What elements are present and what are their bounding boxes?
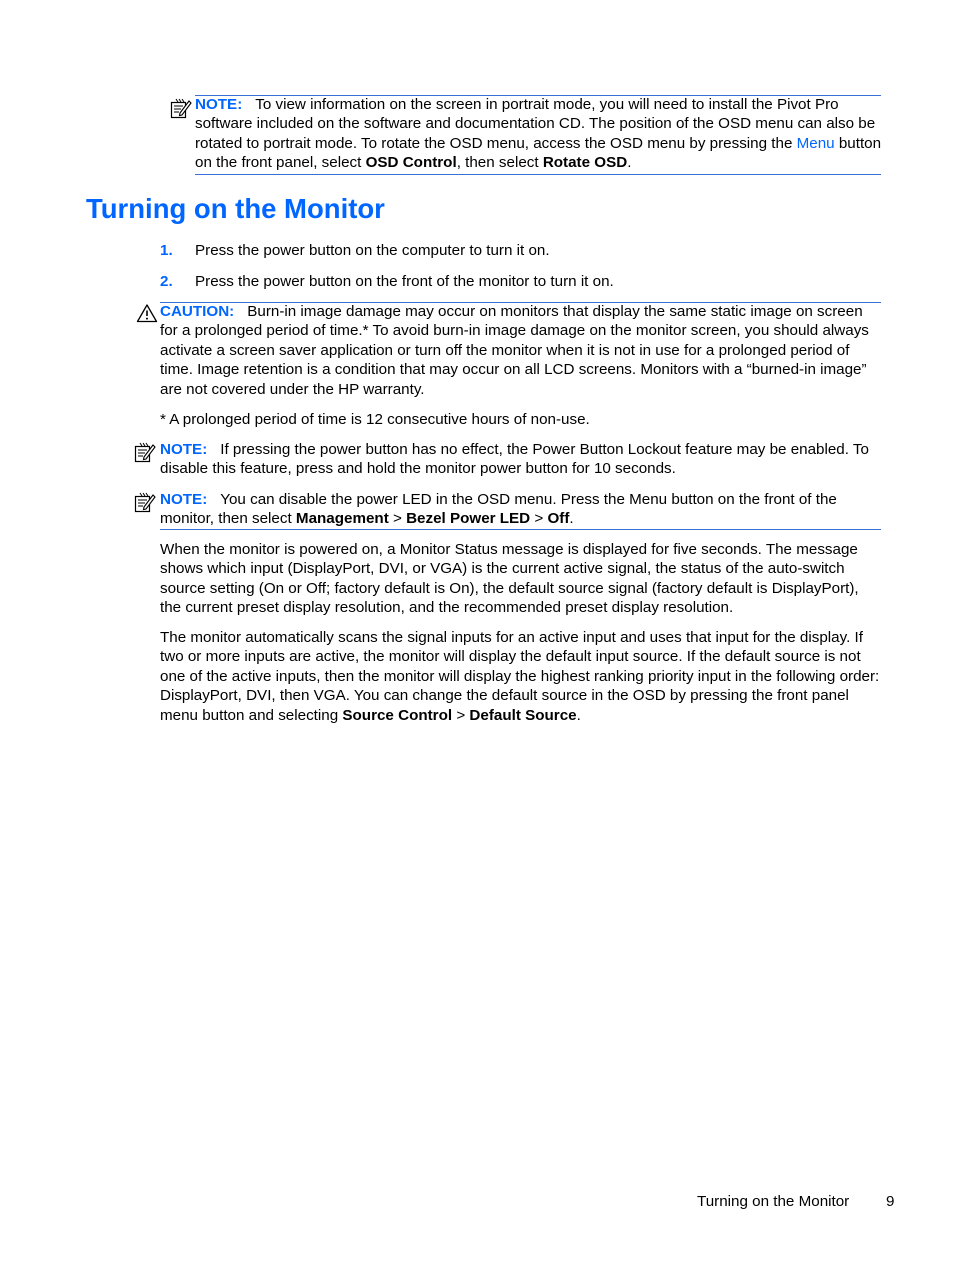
bezel-power-led-term: Bezel Power LED <box>406 510 531 528</box>
caution-text <box>160 302 882 399</box>
default-source-term: Default Source <box>469 706 577 724</box>
note-2-text <box>160 440 882 479</box>
note-3-text-a: You can disable the power LED in the OSD menu. Press the Menu button on the front of the monitor, then select <box>160 491 837 528</box>
off-term: Off <box>547 510 570 528</box>
note-3-bottom-rule <box>160 529 881 530</box>
para-2-text-b: . <box>576 706 581 724</box>
note-1-text-b: button on the front panel, select <box>195 134 882 172</box>
footer-title: Turning on the Monitor <box>697 1193 850 1210</box>
note-icon <box>170 97 192 126</box>
note-1-text-c: , then select <box>456 154 543 172</box>
note-3-text-b: . <box>569 510 574 528</box>
step-2-number: 2. <box>160 273 173 290</box>
note-1-label: NOTE: <box>195 96 243 113</box>
para-2-text-a: The monitor automatically scans the signal inputs for an active input and uses that input for the display. If two or more inputs are active, the monitor will display the default input source. If the default source is not one of the active inputs, then the monitor will display the highest ranking priority input in the following order: DisplayPort, DVI, then VGA. You can change the default source in the OSD by pressing the front panel menu button and selecting <box>160 629 880 724</box>
separator: > <box>530 510 548 528</box>
note-1-bottom-rule <box>195 174 881 175</box>
step-1-text: Press the power button on the computer to turn it on. <box>195 242 550 259</box>
menu-link[interactable]: Menu <box>796 134 835 152</box>
step-1-number: 1. <box>160 242 173 259</box>
step-2-text: Press the power button on the front of the monitor to turn it on. <box>195 273 614 290</box>
section-heading: Turning on the Monitor <box>86 193 385 224</box>
page-number: 9 <box>886 1193 895 1210</box>
note-icon <box>134 441 156 470</box>
caution-icon <box>136 303 158 328</box>
input-scan-paragraph <box>160 628 882 725</box>
note-3-label: NOTE: <box>160 491 208 508</box>
note-2-label: NOTE: <box>160 441 208 458</box>
footnote-text: * A prolonged period of time is 12 consecutive hours of non-use. <box>160 411 590 428</box>
note-1-text-d: . <box>627 154 632 172</box>
separator: > <box>388 510 407 528</box>
management-term: Management <box>295 510 389 528</box>
note-1-text-a: To view information on the screen in portrait mode, you will need to install the Pivot Pro software included on the software and documentation CD. The position of the OSD menu can also be rotated to portrait mode. To rotate the OSD menu, access the OSD menu by pressing the <box>195 96 876 152</box>
source-control-term: Source Control <box>342 706 453 724</box>
rotate-osd-term: Rotate OSD <box>542 154 628 172</box>
note-2-body: If pressing the power button has no effect, the Power Button Lockout feature may be enabled. To disable this feature, press and hold the monitor power button for 10 seconds. <box>160 441 869 478</box>
caution-label: CAUTION: <box>160 303 235 320</box>
status-message-paragraph: When the monitor is powered on, a Monitor Status message is displayed for five seconds. The message shows which input (DisplayPort, DVI, or VGA) is the current active signal, the status of the auto-switch source setting (On or Off; factory default is On), the default source signal (factory default is DisplayPort), the current preset display resolution, and the recommended preset display resolution. <box>160 541 859 617</box>
note-3-text <box>160 490 882 529</box>
osd-control-term: OSD Control <box>365 154 457 172</box>
note-1-text <box>195 95 885 173</box>
caution-body: Burn-in image damage may occur on monitors that display the same static image on screen for a prolonged period of time.* To avoid burn-in image damage on the monitor screen, you should always activate a screen saver application or turn off the monitor when it is not in use for a prolonged period of time. Image retention is a condition that may occur on all LCD screens. Monitors with a “burned-in image” are not covered under the HP warranty. <box>160 303 869 398</box>
note-icon <box>134 491 156 520</box>
separator: > <box>452 706 470 724</box>
